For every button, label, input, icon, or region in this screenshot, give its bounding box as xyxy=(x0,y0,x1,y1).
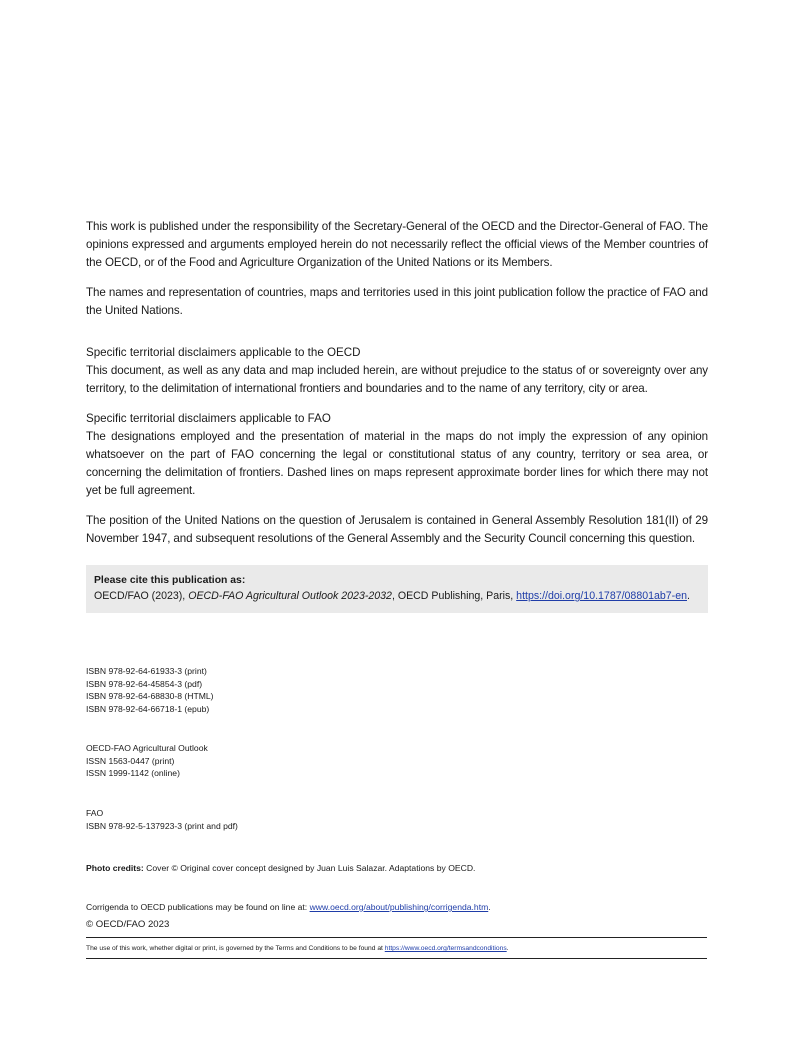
corrigenda-link[interactable]: www.oecd.org/about/publishing/corrigenda.htm xyxy=(309,902,489,912)
fao-disclaimer-heading: Specific territorial disclaimers applicable to FAO xyxy=(86,412,331,425)
citation-end: . xyxy=(687,590,690,602)
disclaimer-body xyxy=(86,218,708,613)
series-info xyxy=(86,742,208,780)
photo-credits-text: Cover © Original cover concept designed by Juan Luis Salazar. Adaptations by OECD. xyxy=(143,863,476,873)
names-paragraph: The names and representation of countries, maps and territories used in this joint publication follow the practice of FAO and the United Nations. xyxy=(86,286,708,317)
corrigenda xyxy=(86,901,491,914)
isbn-pdf: ISBN 978-92-64-45854-3 (pdf) xyxy=(86,678,203,689)
fao-isbn: ISBN 978-92-5-137923-3 (print and pdf) xyxy=(86,820,238,831)
terms-of-use xyxy=(86,944,509,953)
oecd-disclaimer-heading: Specific territorial disclaimers applicable to the OECD xyxy=(86,346,361,359)
citation-heading: Please cite this publication as: xyxy=(94,575,246,586)
photo-credits xyxy=(86,862,475,875)
photo-credits-label: Photo credits: xyxy=(86,863,144,873)
issn-print: ISSN 1563-0447 (print) xyxy=(86,755,175,766)
corrigenda-text: Corrigenda to OECD publications may be found on line at: xyxy=(86,902,310,912)
terms-link[interactable]: https://www.oecd.org/termsandconditions xyxy=(384,945,507,952)
terms-bottom-rule xyxy=(86,958,707,959)
fao-info xyxy=(86,807,238,832)
terms-text: The use of this work, whether digital or print, is governed by the Terms and Conditions to be found at xyxy=(86,945,385,952)
isbn-list xyxy=(86,665,214,715)
citation-title: OECD-FAO Agricultural Outlook 2023-2032 xyxy=(188,590,392,602)
isbn-epub: ISBN 978-92-64-66718-1 (epub) xyxy=(86,703,210,714)
corrigenda-end: . xyxy=(488,902,491,912)
terms-end: . xyxy=(506,945,509,952)
responsibility-paragraph: This work is published under the responsibility of the Secretary-General of the OECD and the Director-General of FAO. The opinions expressed and arguments employed herein do not necessarily reflect the official views of the Member countries of the OECD, or of the Food and Agriculture Organization of the United Nations or its Members. xyxy=(86,220,708,269)
oecd-disclaimer-text: This document, as well as any data and map included herein, are without prejudice to the status of or sovereignty over any territory, to the delimitation of international frontiers and boundaries and to the name of any territory, city or area. xyxy=(86,364,708,395)
citation-suffix: , OECD Publishing, Paris, xyxy=(391,590,517,602)
fao-label: FAO xyxy=(86,808,104,818)
isbn-html: ISBN 978-92-64-68830-8 (HTML) xyxy=(86,691,214,702)
copyright: © OECD/FAO 2023 xyxy=(86,919,170,930)
citation-text xyxy=(94,588,700,604)
citation-doi-link[interactable]: https://doi.org/10.1787/08801ab7-en xyxy=(516,590,687,602)
isbn-print: ISBN 978-92-64-61933-3 (print) xyxy=(86,666,207,676)
citation-prefix: OECD/FAO (2023), xyxy=(94,590,189,602)
issn-online: ISSN 1999-1142 (online) xyxy=(86,768,180,779)
jerusalem-paragraph: The position of the United Nations on the question of Jerusalem is contained in General Assembly Resolution 181(II) of 29 November 1947, and subsequent resolutions of the General Assembly and the Security Council concerning this question. xyxy=(86,514,708,545)
series-title: OECD-FAO Agricultural Outlook xyxy=(86,743,208,753)
terms-top-rule xyxy=(86,937,707,938)
fao-disclaimer-text: The designations employed and the presentation of material in the maps do not imply the expression of any opinion whatsoever on the part of FAO concerning the legal or constitutional status of any country, territory or sea area, or concerning the delimitation of frontiers. Dashed lines on maps represent approximate border lines for which there may not yet be full agreement. xyxy=(86,430,708,497)
citation-box xyxy=(86,565,708,613)
